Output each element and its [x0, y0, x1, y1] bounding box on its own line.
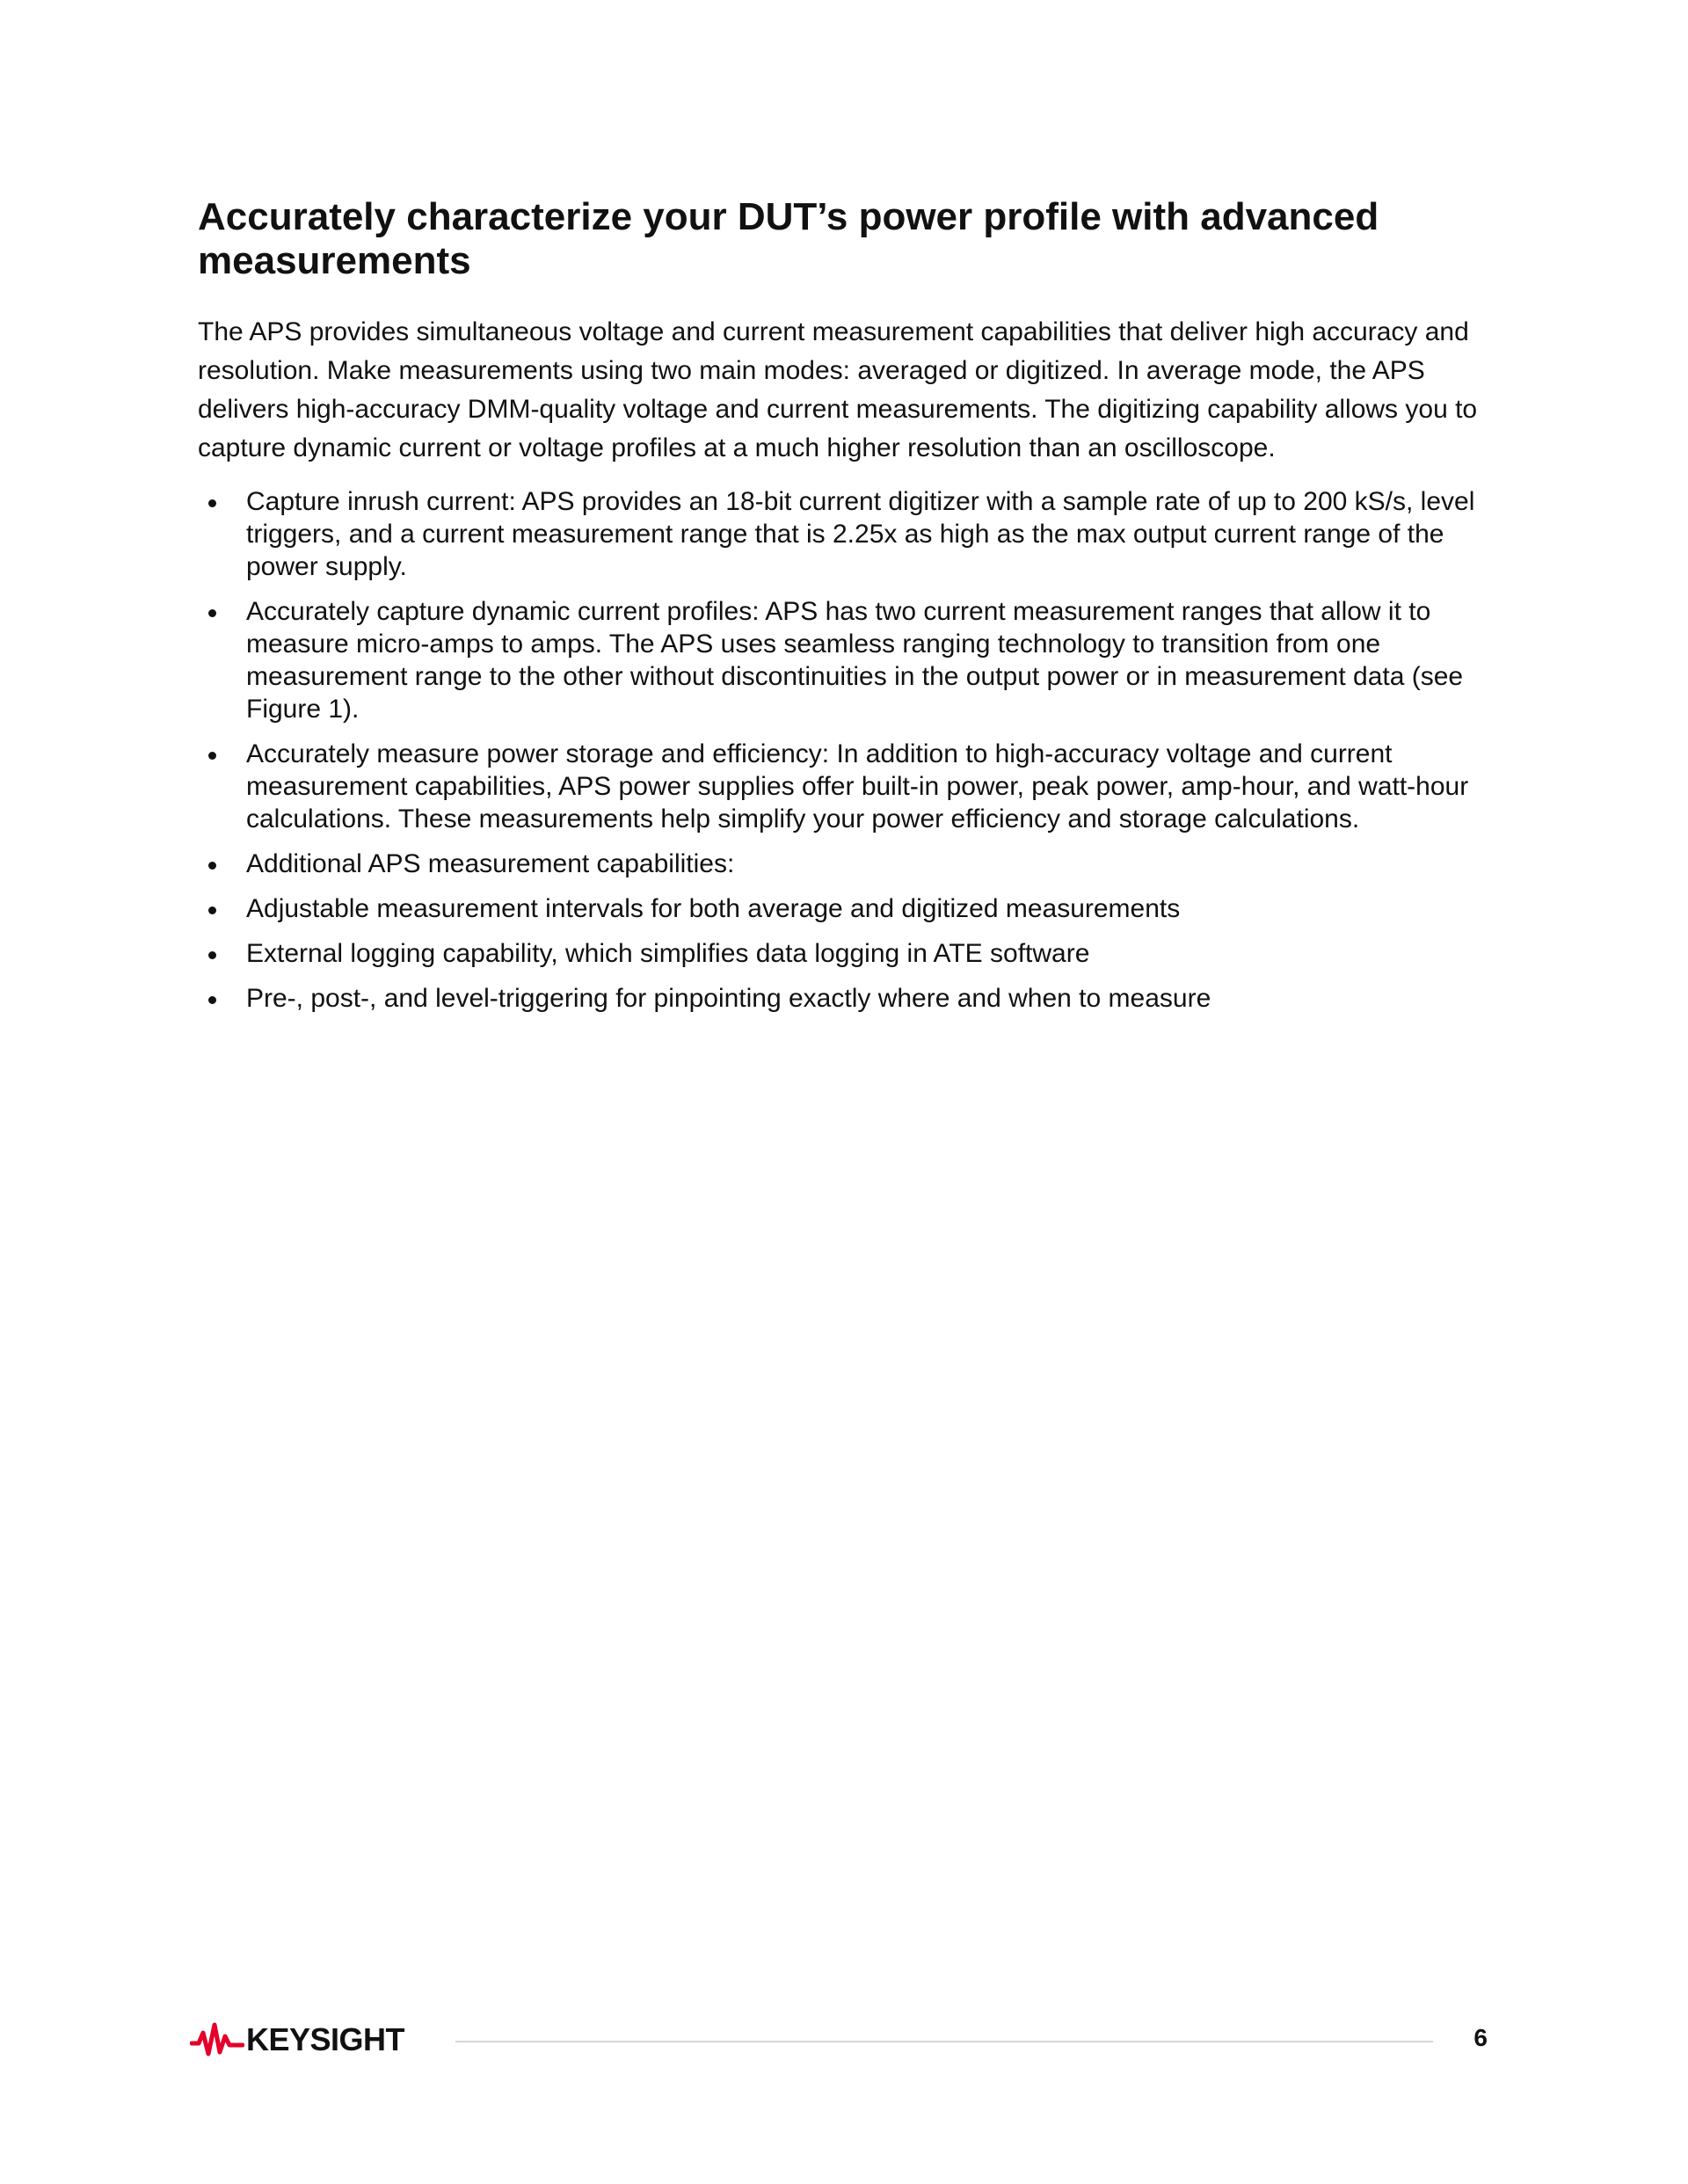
list-item-text: Accurately capture dynamic current profiles: APS has two current measurement ranges that allow it to measure micro-amps to amps. The APS uses seamless ranging technology to transition from one measurement range to the other without discontinuities in the output power or in measurement data (see Figure 1). [246, 597, 1464, 724]
page-number: 6 [1473, 2024, 1488, 2051]
bullet-icon [208, 951, 216, 959]
bullet-icon [208, 906, 216, 914]
main-content [198, 195, 1490, 1027]
bullet-icon [208, 752, 216, 760]
list-item [198, 485, 1490, 583]
bullet-icon [208, 609, 216, 617]
list-item-text: External logging capability, which simplifies data logging in ATE software [246, 939, 1090, 968]
list-item [198, 982, 1490, 1015]
keysight-wave-logo-icon [190, 2020, 244, 2059]
bullet-icon [208, 996, 216, 1004]
intro-paragraph: The APS provides simultaneous voltage and current measurement capabilities that deliver high accuracy and resolution. Make measurements using two main modes: averaged or digitized. In average mode, the APS delivers high-accuracy DMM-quality voltage and current measurements. The digitizing capability allows you to capture dynamic current or voltage profiles at a much higher resolution than an oscilloscope. [198, 317, 1478, 462]
bullet-icon [208, 862, 216, 870]
brand-name: KEYSIGHT [246, 2021, 405, 2057]
bullet-list [198, 485, 1490, 1015]
list-item-text: Accurately measure power storage and efficiency: In addition to high-accuracy voltage and current measurement capabilities, APS power supplies offer built-in power, peak power, amp-hour, and watt-hour calculations. These measurements help simplify your power efficiency and storage calculations. [246, 739, 1469, 834]
list-item [198, 848, 1490, 880]
footer-divider [455, 2041, 1433, 2042]
list-item [198, 937, 1490, 970]
list-item [198, 738, 1490, 835]
section-heading: Accurately characterize your DUT’s power profile with advanced measurements [198, 195, 1379, 282]
list-item-text: Adjustable measurement intervals for both average and digitized measurements [246, 894, 1181, 923]
list-item-text: Additional APS measurement capabilities: [246, 849, 735, 878]
bullet-icon [208, 499, 216, 507]
list-item [198, 595, 1490, 725]
page-footer [190, 2013, 1500, 2066]
keysight-logo [190, 2013, 404, 2066]
list-item-text: Capture inrush current: APS provides an 18-bit current digitizer with a sample rate of up to 200 kS/s, level triggers, and a current measurement range that is 2.25x as high as the max output current range of the power supply. [246, 487, 1475, 581]
list-item-text: Pre-, post-, and level-triggering for pinpointing exactly where and when to measure [246, 984, 1211, 1013]
list-item [198, 892, 1490, 925]
